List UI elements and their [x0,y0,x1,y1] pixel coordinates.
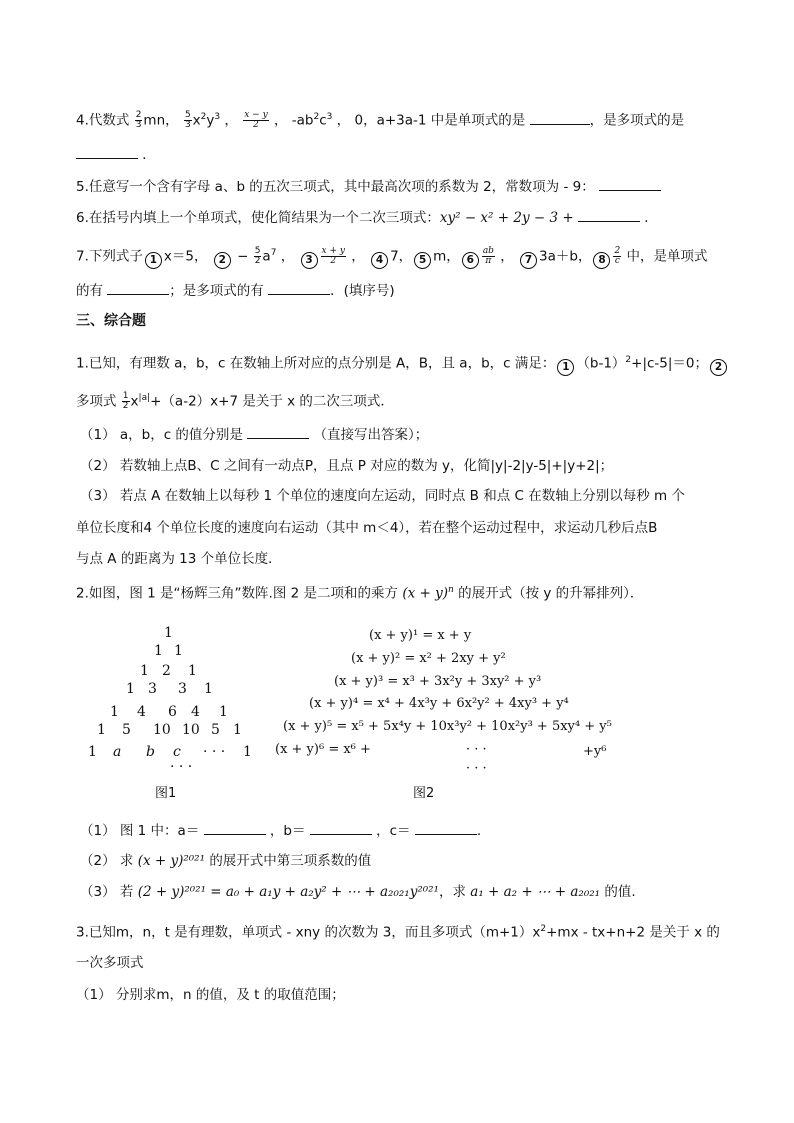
expansion-row-end: +y⁶ [583,744,607,759]
answer-blank-q6[interactable] [578,207,640,222]
problem-1-line-1: 1.已知，有理数 a，b，c 在数轴上所对应的点分别是 A，B，且 a，b，c 满足： 1 $(b-1)^2+|c-5|=0$； 2 [76,350,729,376]
question-6: 6.在括号内填上一个单项式，使化简结果为一个二次三项式：xy² − x² + 2y − 3 + ． [76,207,658,228]
problem-2-part-2: （2） 求 (x + y)²⁰²¹ 的展开式中第三项系数的值 [80,853,372,869]
answer-blank-c[interactable] [415,820,477,835]
triangle-ellipsis: · · · [170,759,193,775]
expansion-row: (x + y)⁵ = x⁵ + 5x⁴y + 10x³y² + 10x²y³ + 5xy⁴ + y⁵ [283,719,612,734]
figure-2-caption: 图2 [413,786,435,801]
answer-blank-q7-polynomials[interactable] [268,280,330,295]
triangle-entry: 1 [154,643,163,659]
q6-expression: xy² − x² + 2y − 3 + [439,210,574,226]
circled-number: 5 [414,252,431,269]
triangle-entry: 2 [162,663,171,679]
triangle-entry: 1 [188,663,197,679]
triangle-entry: 4 [191,704,200,720]
triangle-entry: 1 [233,722,242,738]
answer-blank-q7-monomials[interactable] [107,280,169,295]
triangle-entry: 3 [178,681,187,697]
question-4-line-2: ． [76,144,156,165]
answer-blank-b[interactable] [310,820,372,835]
triangle-variable-b: b [146,744,155,760]
circled-number: 1 [557,359,574,376]
expansion-row: (x + y)⁶ = x⁶ + [275,742,371,757]
triangle-entry: 1 [88,744,97,760]
problem-1-part-3-line-1: （3） 若点 A 在数轴上以每秒 1 个单位的速度向左运动，同时点 B 和点 C 在数轴上分别以每秒 m 个 [80,488,685,504]
triangle-entry: 1 [140,663,149,679]
triangle-entry: 1 [219,704,228,720]
fraction-five-thirds: $\frac{5}{3}$ [184,110,191,130]
triangle-entry: 1 [110,704,119,720]
problem-1-part-3-line-2: 单位长度和4 个单位长度的速度向右运动（其中 m＜4），若在整个运动过程中，求运动几秒后点B [76,520,658,536]
triangle-variable-c: c [173,744,181,760]
circled-number: 7 [520,252,537,269]
triangle-entry: 1 [174,643,183,659]
fraction-x-minus-y: $\frac{x - y}{2}$ [244,110,268,130]
circled-number: 1 [145,252,162,269]
circled-number: 4 [371,252,388,269]
problem-3-part-1: （1） 分别求m，n 的值，及 t 的取值范围； [76,987,345,1003]
q4-prefix: 4.代数式 [76,112,130,129]
question-7-line-1: 7.下列式子 1 x＝5， 2 − $\frac{5}{2}$ $a^7$ ， 3 $\frac{x + y}{2}$ ， 4 7， 5 m， 6 $\frac{ab}{\pi}$ ， 7 3a＋b， 8 $\frac{2}{c}$ 中，是单项式 [76,243,708,269]
expansion-row: (x + y)³ = x³ + 3x²y + 3xy² + y³ [334,674,542,689]
answer-blank-abc[interactable] [247,424,309,439]
expansion-row: (x + y)² = x² + 2xy + y² [351,651,506,666]
problem-2-part-3: （3） 若 (2 + y)²⁰²¹ = a₀ + a₁y + a₂y² + ⋯ + a₂₀₂₁y²⁰²¹，求 a₁ + a₂ + ⋯ + a₂₀₂₁ 的值. [80,884,636,900]
triangle-entry: 3 [148,681,157,697]
answer-blank-polynomials[interactable] [76,144,138,159]
circled-number: 3 [301,252,318,269]
expansion-ellipsis: · · · [466,742,487,757]
question-5: 5.任意写一个含有字母 a、b 的五次三项式，其中最高次项的系数为 2，常数项为 - 9： [76,176,661,197]
triangle-entry: 6 [168,704,177,720]
problem-1-part-1: （1） a，b，c 的值分别是 （直接写出答案）； [80,424,428,445]
problem-2-part-1: （1） 图 1 中：a＝ ，b＝ ，c＝ . [80,820,481,841]
expansion-row: (x + y)¹ = x + y [369,628,472,643]
problem-1-part-2: （2） 若数轴上点B、C 之间有一动点P，且点 P 对应的数为 y，化简|y|-2|y-5|+|y+2|； [80,458,614,474]
triangle-ellipsis: · · · [203,744,226,760]
circled-number: 8 [593,252,610,269]
circled-number: 2 [214,252,231,269]
problem-2-line-1: 2.如图，图 1 是“杨辉三角”数阵.图 2 是二项和的乘方 $(x + y)^n$ 的展开式（按 y 的升幂排列）． [76,585,644,602]
section-title: 三、综合题 [76,313,146,329]
circled-number: 2 [710,359,727,376]
question-4-line-1: 4.代数式 $\frac{2}{3}$ mn， $\frac{5}{3}$ $x^2y^3$ ， $\frac{x - y}{2}$ ， $-ab^2c^3$ ， 0，a+3a-1 中是单项式的是 ，是多项式的是 [76,110,685,130]
answer-blank-a[interactable] [204,820,266,835]
problem-3-line-2: 一次多项式 [76,955,144,971]
circled-number: 6 [462,252,479,269]
triangle-entry: 10 [153,722,171,738]
answer-blank-q5[interactable] [599,176,661,191]
triangle-entry: 1 [204,681,213,697]
problem-1-part-3-line-3: 与点 A 的距离为 13 个单位长度． [76,551,282,567]
answer-blank-monomials[interactable] [530,110,590,125]
expansion-ellipsis: · · · [466,761,487,776]
triangle-variable-a: a [113,744,122,760]
figure-1-caption: 图1 [155,786,177,801]
triangle-entry: 10 [182,722,200,738]
triangle-entry: 5 [122,722,131,738]
expansion-row: (x + y)⁴ = x⁴ + 4x³y + 6x²y² + 4xy³ + y⁴ [309,696,569,711]
fraction-two-thirds: $\frac{2}{3}$ [135,110,142,130]
triangle-entry: 4 [137,704,146,720]
problem-1-line-2: 多项式 $\frac{1}{2}$ $x^{|a|}+(a-2)x+7$ 是关于 x 的二次三项式． [76,391,394,411]
triangle-entry: 1 [97,722,106,738]
triangle-entry: 1 [243,744,252,760]
triangle-entry: 5 [211,722,220,738]
problem-3-line-1: 3.已知m，n，t 是有理数，单项式 - xny 的次数为 3，而且多项式$(m+1)x^2+mx - tx+n+2$ 是关于 x 的 [76,924,720,941]
question-7-line-2: 的有 ；是多项式的有 ．(填序号) [76,280,395,301]
triangle-entry: 1 [126,681,135,697]
triangle-entry: 1 [164,625,173,641]
